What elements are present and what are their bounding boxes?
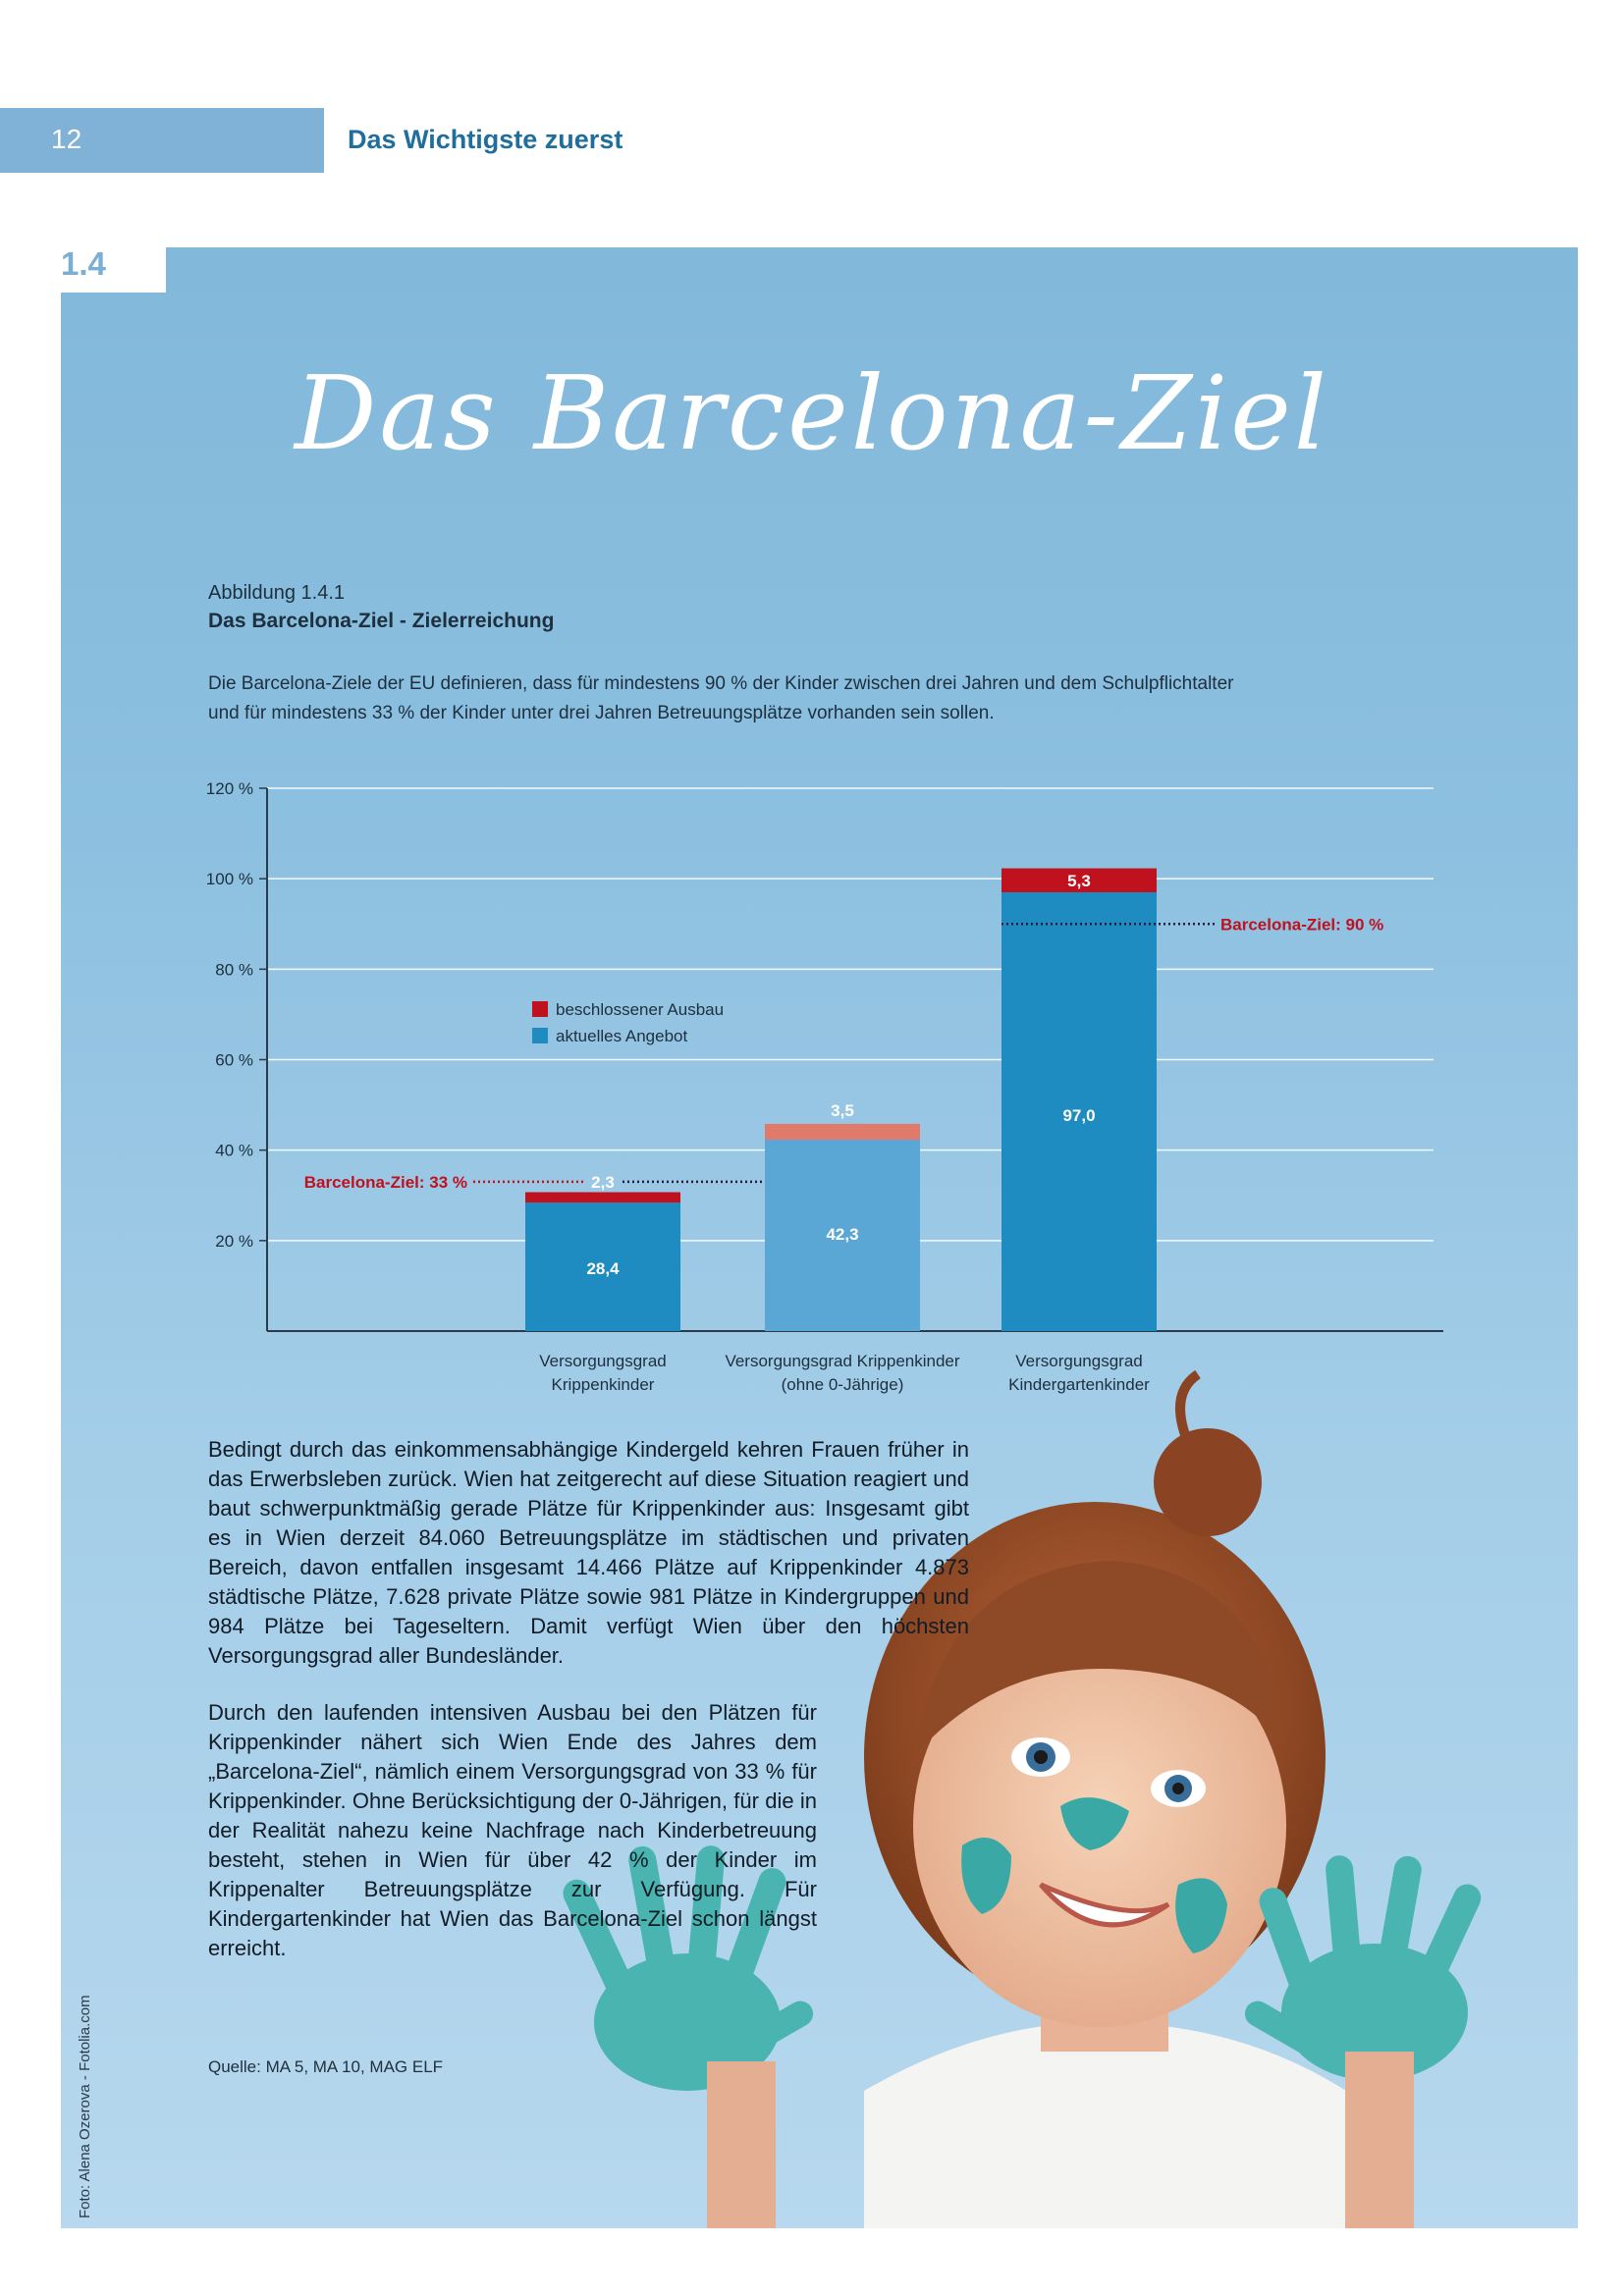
figure-label: Abbildung 1.4.1 [208, 582, 346, 604]
data-label-aktuelles-angebot: 97,0 [1062, 1106, 1096, 1125]
page-number: 12 [51, 124, 82, 154]
category-label: Versorgungsgrad [539, 1352, 667, 1370]
category-label: Versorgungsgrad [1015, 1352, 1143, 1370]
data-label-aktuelles-angebot: 42,3 [826, 1225, 859, 1244]
source-note: Quelle: MA 5, MA 10, MAG ELF [208, 2057, 444, 2076]
figure-description: Die Barcelona-Ziele der EU definieren, dass für mindestens 90 % der Kinder zwischen drei Jahren und dem Schulpflichtalter und für mindestens 33 % der Kinder unter drei Jahren Betreuungsplätze vorhanden sein sollen. [208, 673, 1234, 723]
body-paragraph-2: Durch den laufenden intensiven Ausbau bei den Plätzen für Krippenkinder nähert sich Wien Ende des Jahres dem „Barcelona-Ziel“, nämlich einem Versorgungsgrad von 33 % für Krippenkinder. Ohne Berücksichtigung der 0-Jährigen, für die in der Realität nahezu keine Nachfrage nach Kinderbetreuung besteht, stehen in Wien für über 42 % der Kinder im Krippenalter Betreuungsplätze zur Verfügung. Für Kindergartenkinder hat Wien das Barcelona-Ziel schon längst erreicht. [208, 1700, 817, 1960]
y-tick-label: 120 % [205, 779, 253, 798]
legend-swatch [532, 1028, 548, 1043]
y-tick-label: 100 % [205, 870, 253, 889]
data-label-beschlossener-ausbau: 5,3 [1067, 872, 1091, 890]
data-label-beschlossener-ausbau: 3,5 [831, 1101, 854, 1120]
section-number: 1.4 [61, 245, 106, 282]
legend-label: beschlossener Ausbau [556, 1000, 725, 1019]
reference-label-90: Barcelona-Ziel: 90 % [1220, 915, 1384, 934]
y-tick-label: 80 % [215, 960, 253, 980]
category-label: (ohne 0-Jährige) [781, 1375, 904, 1394]
figure-title: Das Barcelona-Ziel - Zielerreichung [208, 610, 555, 632]
bar-beschlossener-ausbau [765, 1124, 920, 1140]
data-label-beschlossener-ausbau: 2,3 [591, 1172, 615, 1192]
header-section-title: Das Wichtigste zuerst [348, 125, 623, 154]
legend-label: aktuelles Angebot [556, 1027, 688, 1045]
y-tick-label: 20 % [215, 1231, 253, 1251]
reference-label-33: Barcelona-Ziel: 33 % [303, 1172, 467, 1192]
category-label: Krippenkinder [551, 1375, 655, 1394]
data-label-aktuelles-angebot: 28,4 [586, 1259, 620, 1278]
y-tick-label: 40 % [215, 1141, 253, 1160]
legend-swatch [532, 1001, 548, 1017]
photo-credit: Foto: Alena Ozerova - Fotolia.com [77, 1995, 93, 2218]
page-title: Das Barcelona-Ziel [294, 353, 1330, 473]
category-label: Kindergartenkinder [1008, 1375, 1150, 1394]
category-label: Versorgungsgrad Krippenkinder [725, 1352, 960, 1370]
y-tick-label: 60 % [215, 1050, 253, 1070]
bar-beschlossener-ausbau [525, 1193, 680, 1203]
body-paragraph-1: Bedingt durch das einkommensabhängige Kindergeld kehren Frauen früher in das Erwerbsleben zurück. Wien hat zeitgerecht auf diese Situation reagiert und baut schwerpunktmäßig gerade Plätze für Krippenkinder aus: Insgesamt gibt es in Wien derzeit 84.060 Betreuungsplätze im städtischen und privaten Bereich, davon entfallen insgesamt 14.466 Plätze auf Krippenkinder 4.873 städtische Plätze, 7.628 private Plätze sowie 981 Plätze in Kindergruppen und 984 Plätze bei Tageseltern. Damit verfügt Wien über den höchsten Versorgungsgrad aller Bundesländer. [208, 1437, 969, 1668]
